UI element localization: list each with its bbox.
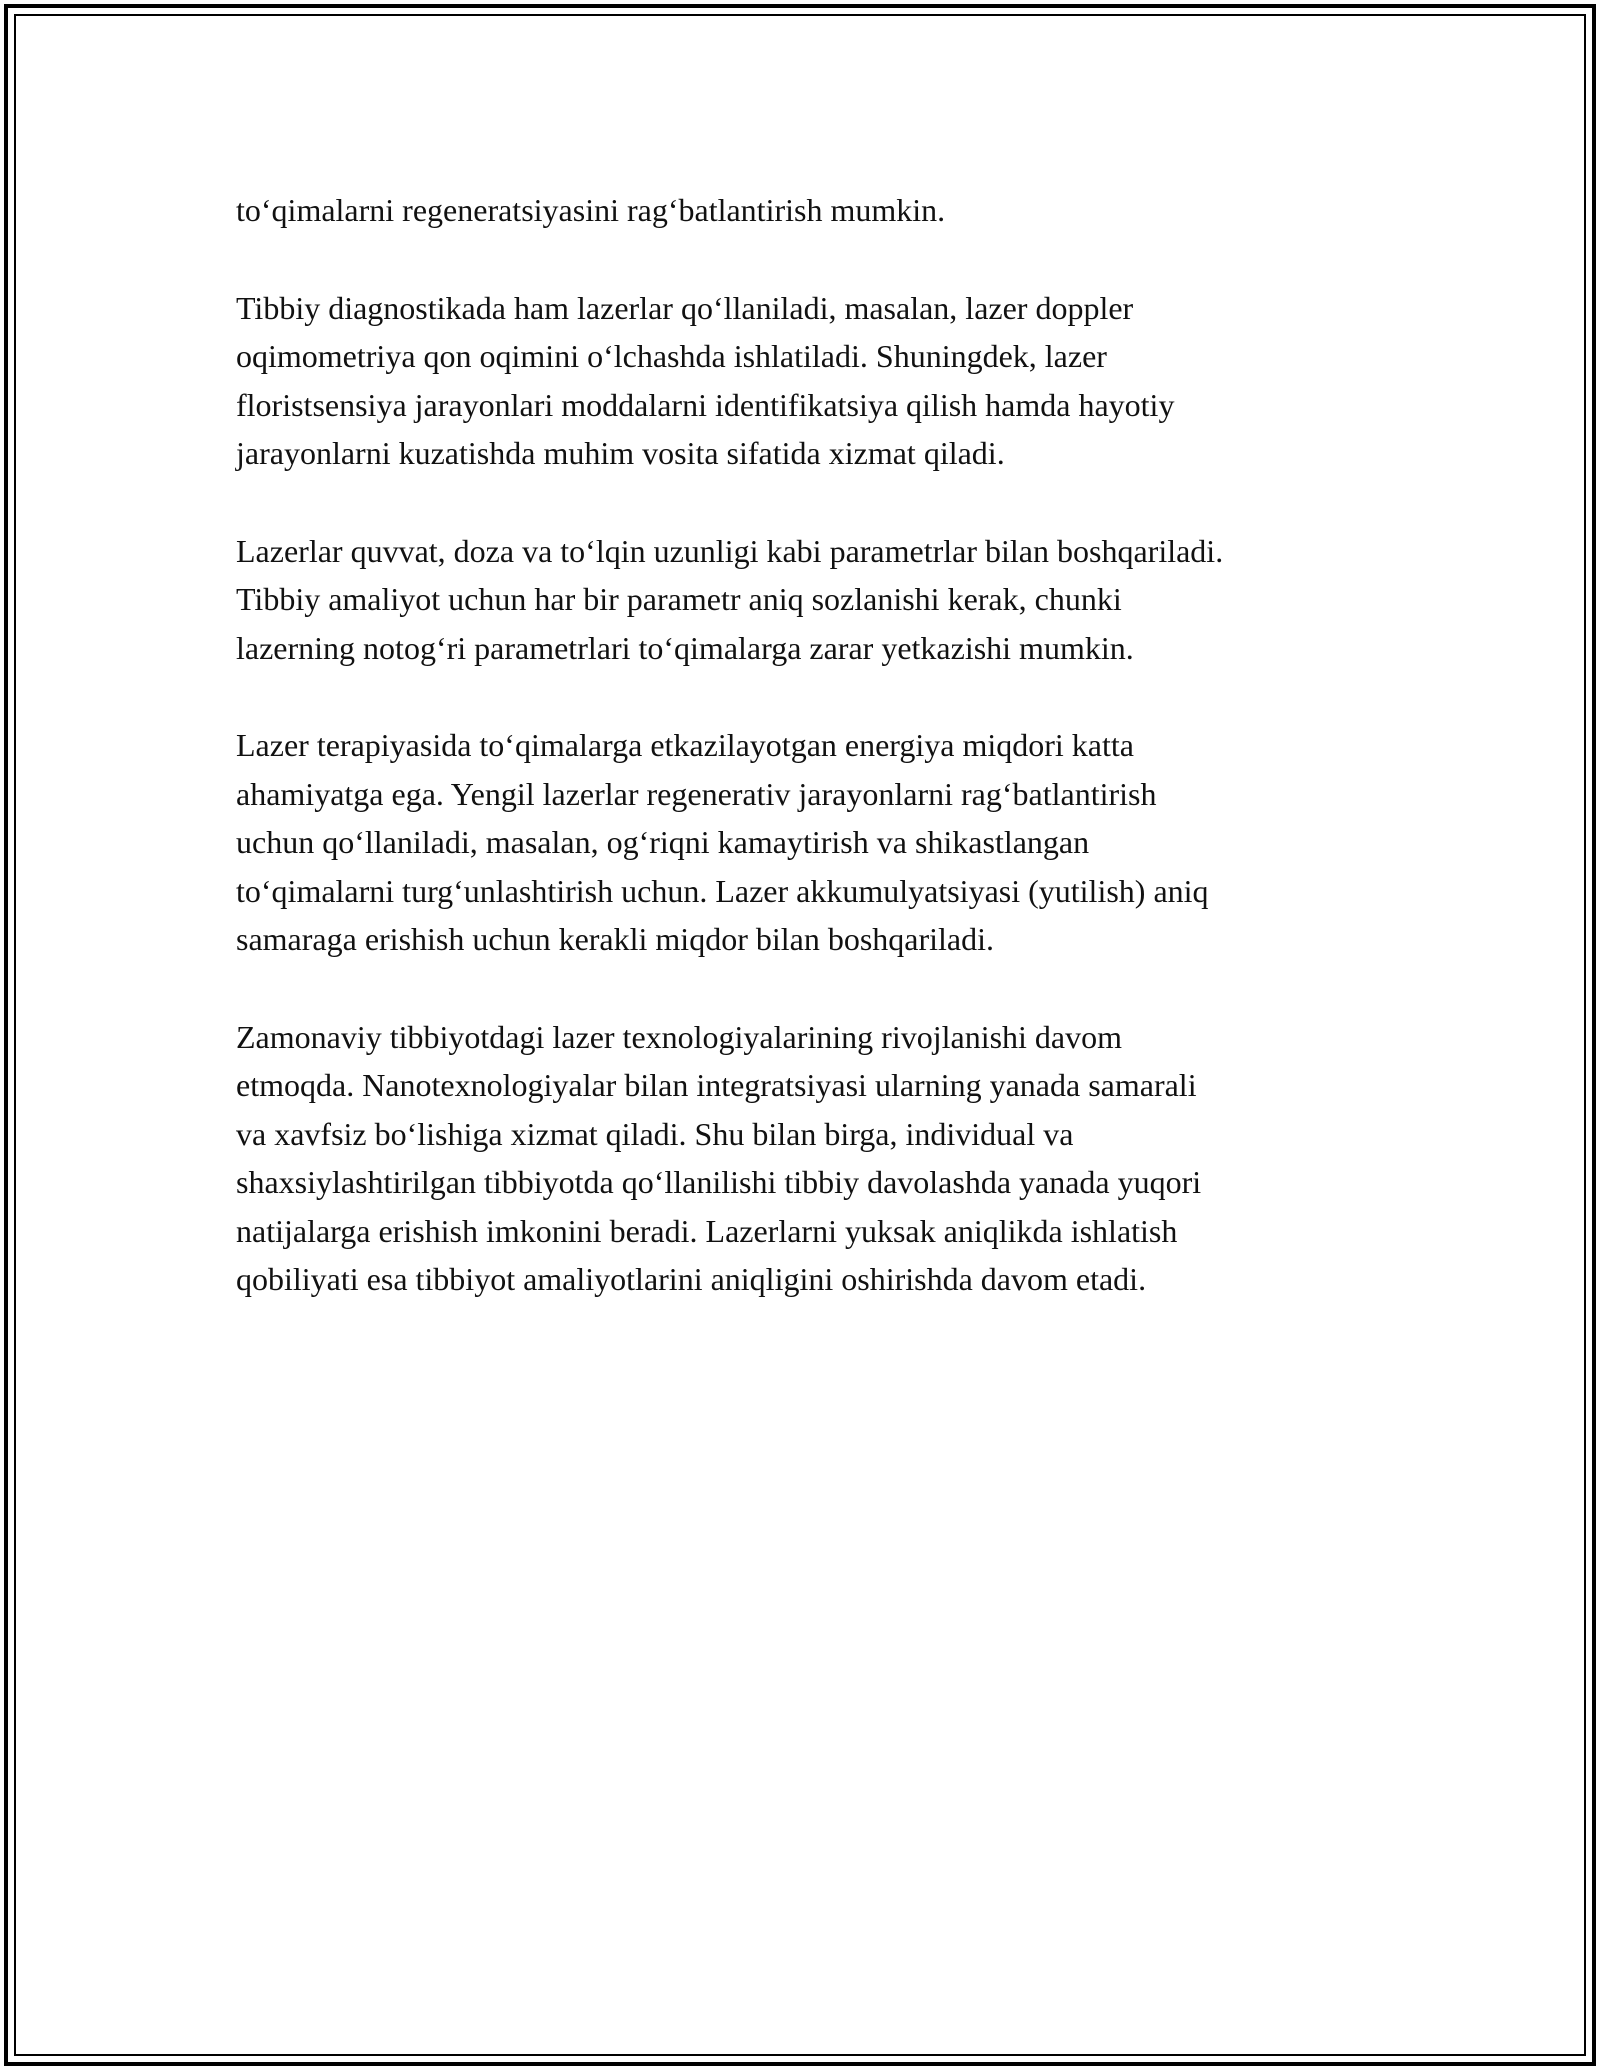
paragraph-5: Zamonaviy tibbiyotdagi lazer texnologiyalarining rivojlanishi davom etmoqda. Nanotexnologiyalar bilan integratsiyasi ularning yanada samarali va xavfsiz bo‘lishiga xizmat qiladi. Shu bilan birga, individual va shaxsiylashtirilgan tibbiyotda qo‘llanilishi tibbiy davolashda yanada yuqori natijalarga erishish imkonini beradi. Lazerlarni yuksak aniqlikda ishlatish qobiliyati esa tibbiyot amaliyotlarini aniqligini oshirishda davom etadi. xyxy=(236,1018,1202,1297)
paragraph-1: to‘qimalarni regeneratsiyasini rag‘batlantirish mumkin. xyxy=(236,192,946,228)
paragraph-3: Lazerlar quvvat, doza va to‘lqin uzunligi kabi parametrlar bilan boshqariladi. Tibbiy amaliyot uchun har bir parametr aniq sozlanishi kerak, chunki lazerning notog‘ri parametrlari to‘qimalarga zarar yetkazishi mumkin. xyxy=(236,532,1224,666)
paragraph-4: Lazer terapiyasida to‘qimalarga etkazilayotgan energiya miqdori katta ahamiyatga ega. Yengil lazerlar regenerativ jarayonlarni rag‘batlantirish uchun qo‘llaniladi, masalan, og‘riqni kamaytirish va shikastlangan to‘qimalarni turg‘unlashtirish uchun. Lazer akkumulyatsiyasi (yutilish) aniq samaraga erishish uchun kerakli miqdor bilan boshqariladi. xyxy=(236,727,1209,957)
document-body xyxy=(236,186,1386,1353)
paragraph-2: Tibbiy diagnostikada ham lazerlar qo‘llaniladi, masalan, lazer doppler oqimometriya qon oqimini o‘lchashda ishlatiladi. Shuningdek, lazer floristsensiya jarayonlari moddalarni identifikatsiya qilish hamda hayotiy jarayonlarni kuzatishda muhim vosita sifatida xizmat qiladi. xyxy=(236,289,1175,471)
